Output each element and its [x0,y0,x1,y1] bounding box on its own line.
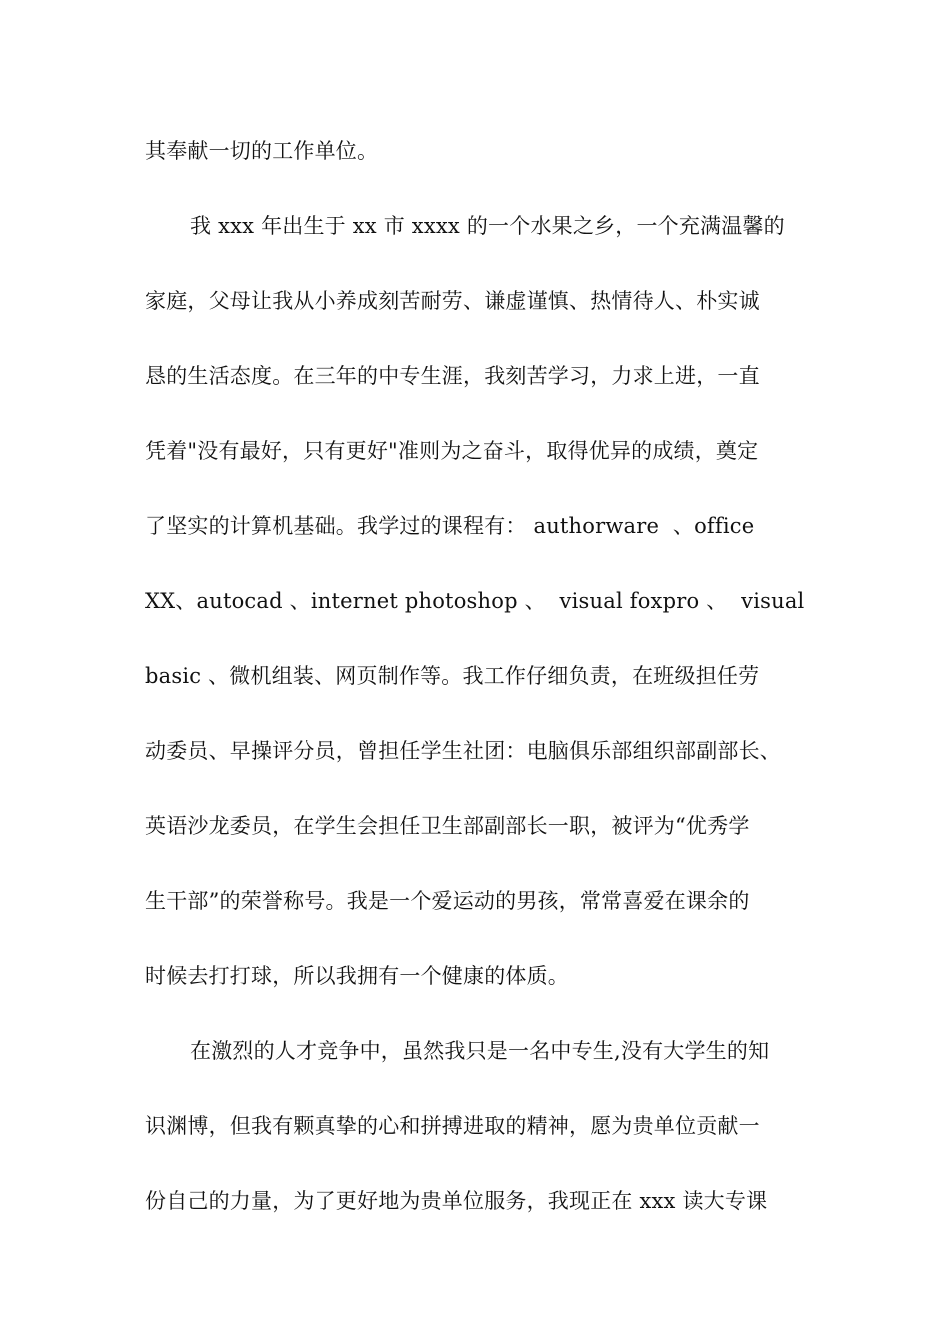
text-line: 份自己的力量，为了更好地为贵单位服务，我现正在 xxx 读大专课 [145,1189,768,1213]
text-line: 生干部”的荣誉称号。我是一个爱运动的男孩，常常喜爱在课余的 [145,889,750,913]
text-line: basic 、微机组装、网页制作等。我工作仔细负责，在班级担任劳 [145,664,760,688]
paragraph-first-line: 我 xxx 年出生于 xx 市 xxxx 的一个水果之乡，一个充满温馨的 [190,214,785,238]
text-line: 动委员、早操评分员，曾担任学生社团：电脑俱乐部组织部副部长、 [145,739,781,763]
text-line: 英语沙龙委员，在学生会担任卫生部副部长一职，被评为“优秀学 [145,814,750,838]
text-line: 了坚实的计算机基础。我学过的课程有： authorware 、office [145,514,755,538]
text-line: 识渊博，但我有颗真挚的心和拼搏进取的精神，愿为贵单位贡献一 [145,1114,760,1138]
text-line: 恳的生活态度。在三年的中专生涯，我刻苦学习，力求上进，一直 [145,364,760,388]
text-line: 时候去打打球，所以我拥有一个健康的体质。 [145,964,569,988]
text-line: XX、autocad 、internet photoshop 、 visual foxpro 、 visual [145,589,805,613]
text-line: 其奉献一切的工作单位。 [145,139,379,163]
text-line: 家庭，父母让我从小养成刻苦耐劳、谦虚谨慎、热情待人、朴实诚 [145,289,760,313]
paragraph-first-line: 在激烈的人才竞争中，虽然我只是一名中专生,没有大学生的知 [190,1039,770,1063]
text-line: 凭着"没有最好，只有更好"准则为之奋斗，取得优异的成绩，奠定 [145,439,759,463]
